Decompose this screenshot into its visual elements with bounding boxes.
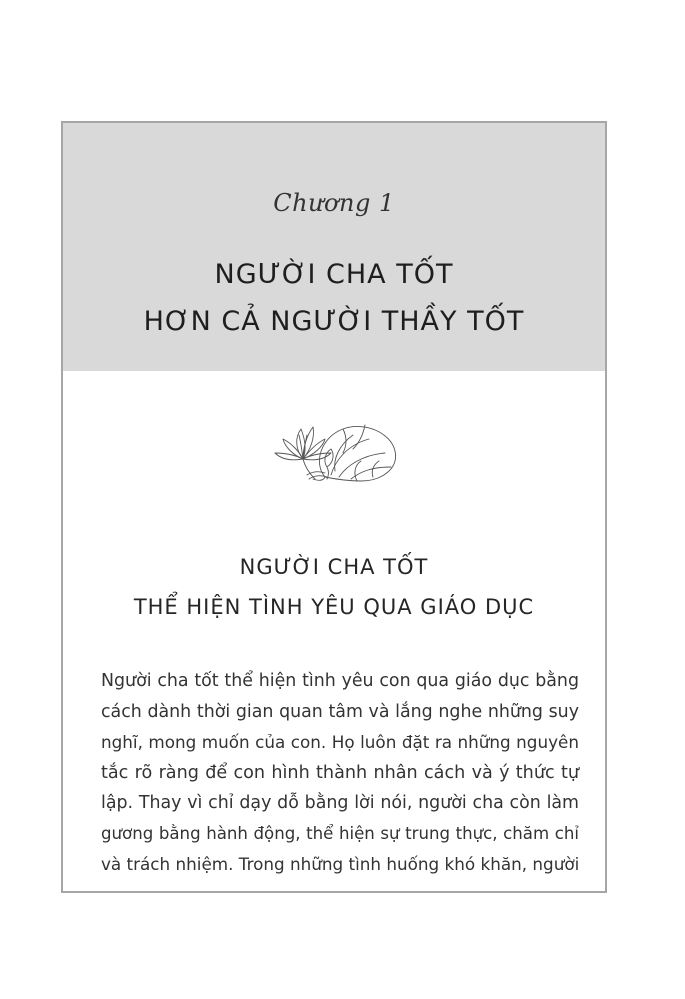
- chapter-title-line-2: HƠN CẢ NGƯỜI THẦY TỐT: [143, 306, 525, 337]
- chapter-header-band: [63, 123, 605, 371]
- body-line: tắc rõ ràng để con hình thành nhân cách và ý thức tự: [101, 762, 579, 783]
- page-frame: [61, 121, 607, 893]
- body-line: và trách nhiệm. Trong những tình huống khó khăn, người: [101, 854, 580, 874]
- body-line: gương bằng hành động, thể hiện sự trung thực, chăm chỉ: [101, 823, 579, 843]
- body-paragraph: [101, 666, 579, 880]
- body-line: cách dành thời gian quan tâm và lắng nghe những suy: [101, 701, 579, 722]
- chapter-label: Chương 1: [273, 189, 395, 217]
- chapter-title-line-1: NGƯỜI CHA TỐT: [214, 259, 454, 290]
- section-title-line-1: NGƯỜI CHA TỐT: [239, 555, 429, 579]
- body-line: lập. Thay vì chỉ dạy dỗ bằng lời nói, người cha còn làm: [101, 793, 579, 813]
- body-line: Người cha tốt thể hiện tình yêu con qua giáo dục bằng: [101, 671, 579, 691]
- body-line: nghĩ, mong muốn của con. Họ luôn đặt ra những nguyên: [101, 732, 579, 752]
- lotus-ornament-icon: [273, 415, 403, 487]
- section-title-line-2: THỂ HIỆN TÌNH YÊU QUA GIÁO DỤC: [133, 595, 535, 619]
